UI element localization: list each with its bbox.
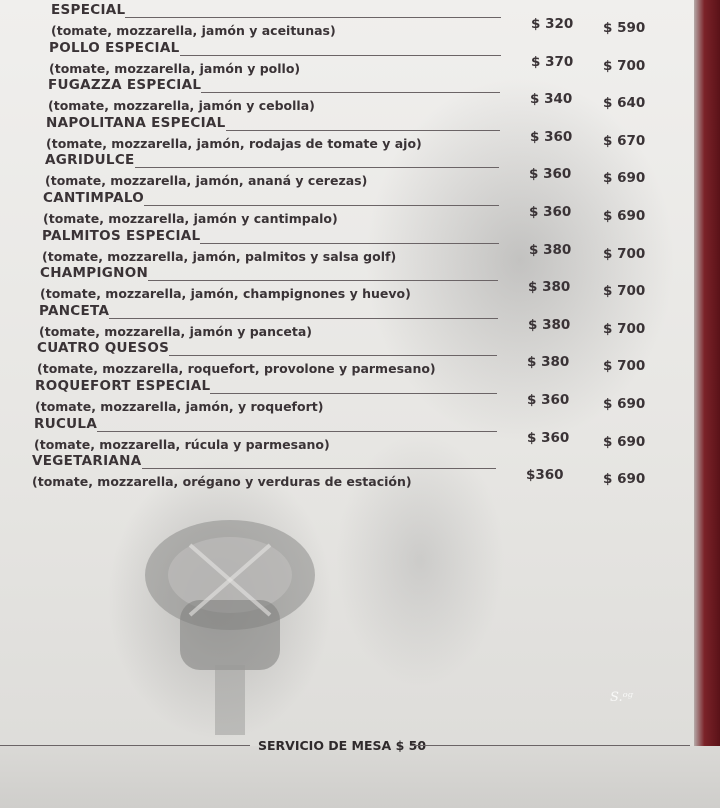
menu-item-description: (tomate, mozzarella, jamón y cebolla) (48, 98, 315, 114)
price-small: $ 360 (527, 392, 570, 408)
price-large: $ 670 (603, 132, 646, 149)
price-large: $ 640 (603, 95, 646, 112)
menu-item (0, 453, 720, 491)
price-small: $ 360 (529, 204, 572, 220)
menu-item-name: VEGETARIANA (32, 453, 142, 470)
menu-item-description: (tomate, mozzarella, jamón y pollo) (49, 60, 301, 76)
menu-item-name: CANTIMPALO (43, 190, 145, 206)
menu-item-leader-line (125, 17, 501, 18)
menu-item (0, 152, 720, 190)
price-small: $ 360 (529, 166, 572, 183)
footer-rule-right (410, 745, 690, 746)
menu-item-description: (tomate, mozzarella, jamón y aceitunas) (51, 23, 336, 38)
menu-item-description: (tomate, mozzarella, jamón y panceta) (39, 323, 313, 339)
menu-item-name: PALMITOS ESPECIAL (42, 227, 201, 244)
price-large: $ 690 (603, 471, 646, 488)
price-small: $360 (526, 467, 564, 484)
menu-item-leader-line (210, 393, 497, 394)
price-large: $ 590 (603, 20, 646, 36)
menu-item (0, 265, 720, 303)
price-large: $ 690 (603, 170, 646, 187)
menu-item-name: PANCETA (39, 302, 110, 319)
menu-item-leader-line (200, 243, 499, 244)
menu-item (0, 378, 720, 416)
price-large: $ 700 (603, 358, 646, 375)
price-large: $ 690 (603, 433, 646, 450)
menu-item-leader-line (97, 431, 497, 432)
price-small: $ 360 (530, 128, 573, 145)
price-small: $ 370 (531, 53, 574, 70)
price-large: $ 690 (603, 208, 646, 224)
menu-item-description: (tomate, mozzarella, orégano y verduras de estación) (32, 474, 412, 490)
price-small: $ 380 (528, 279, 571, 296)
menu-item (0, 40, 720, 78)
menu-item-name: CHAMPIGNON (40, 265, 149, 282)
menu-item-leader-line (169, 355, 497, 356)
service-charge-text: SERVICIO DE MESA $ 50 (258, 738, 427, 753)
menu-item (0, 77, 720, 115)
menu-item-description: (tomate, mozzarella, jamón, rodajas de tomate y ajo) (46, 135, 422, 151)
menu-item-name: NAPOLITANA ESPECIAL (46, 114, 226, 131)
menu-item-name: CUATRO QUESOS (37, 340, 170, 357)
menu-item-leader-line (201, 92, 500, 93)
menu-item (0, 228, 720, 266)
menu-item (0, 416, 720, 454)
menu-item-name: ROQUEFORT ESPECIAL (35, 378, 211, 394)
price-small: $ 380 (528, 316, 571, 333)
menu-item-description: (tomate, mozzarella, jamón y cantimpalo) (43, 211, 338, 226)
menu-item-description: (tomate, mozzarella, jamón, champignones y huevo) (40, 286, 411, 302)
menu-item-name: POLLO ESPECIAL (49, 39, 180, 56)
menu-item (0, 303, 720, 341)
price-small: $ 380 (529, 241, 572, 258)
footer-rule-left (0, 745, 250, 746)
price-small: $ 380 (527, 354, 570, 371)
menu-item-name: FUGAZZA ESPECIAL (48, 77, 202, 94)
menu-item-leader-line (135, 167, 499, 168)
menu-item (0, 2, 720, 40)
price-small: $ 320 (531, 16, 574, 32)
menu-item-description: (tomate, mozzarella, roquefort, provolone y parmesano) (37, 361, 436, 377)
artist-signature: S.ᵒᵍ (610, 690, 633, 705)
price-small: $ 360 (527, 429, 570, 446)
menu-item-description: (tomate, mozzarella, jamón, palmitos y salsa golf) (42, 248, 397, 264)
page-bottom-strip (0, 746, 720, 808)
menu-item-description: (tomate, mozzarella, rúcula y parmesano) (34, 436, 330, 452)
menu-item-name: RUCULA (34, 415, 98, 432)
menu-item-leader-line (109, 318, 498, 319)
menu-item-name: ESPECIAL (51, 2, 126, 18)
menu-item-leader-line (144, 205, 499, 206)
price-small: $ 340 (530, 91, 573, 108)
menu-item (0, 190, 720, 228)
menu-item-leader-line (180, 55, 501, 56)
menu-item-description: (tomate, mozzarella, jamón, y roquefort) (35, 399, 324, 414)
menu-item-name: AGRIDULCE (45, 152, 135, 169)
price-large: $ 700 (603, 245, 646, 262)
menu-item-leader-line (142, 468, 496, 469)
menu-item (0, 115, 720, 153)
menu-item-description: (tomate, mozzarella, jamón, ananá y cerezas) (45, 173, 368, 189)
price-large: $ 700 (603, 57, 646, 74)
microphone-illustration (120, 505, 380, 735)
menu-item (0, 340, 720, 378)
price-large: $ 700 (603, 283, 646, 300)
menu-item-leader-line (148, 280, 498, 281)
price-large: $ 690 (603, 396, 646, 412)
menu-item-leader-line (226, 130, 500, 131)
price-large: $ 700 (603, 320, 646, 337)
